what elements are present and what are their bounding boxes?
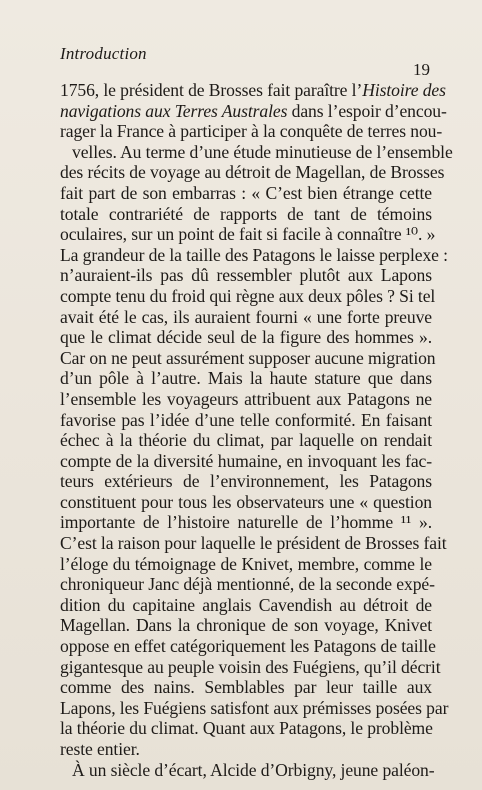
text-line: Lapons, les Fuégiens satisfont aux prémisses posées par	[60, 697, 449, 718]
text-line: fait part de son embarras : « C’est bien étrange cette	[60, 182, 432, 203]
running-head: Introduction	[60, 44, 147, 63]
page-number: 19	[413, 60, 430, 79]
text-line: que le climat décide seul de la figure des hommes ».	[60, 327, 432, 348]
text-line: la théorie du climat. Quant aux Patagons, le problème	[60, 718, 433, 739]
text-line: rager la France à participer à la conquête de terres nou-	[60, 121, 443, 142]
text-line: teurs extérieurs de l’environnement, les Patagons	[60, 471, 432, 492]
text-line: n’auraient-ils pas dû ressembler plutôt aux Lapons	[60, 265, 432, 286]
text-line: 1756, le président de Brosses fait paraître l’Histoire des	[60, 80, 446, 100]
text-line: d’un pôle à l’autre. Mais la haute stature que dans	[60, 368, 432, 389]
text-line: Magellan. Dans la chronique de son voyage, Knivet	[60, 615, 432, 636]
text-line: C’est la raison pour laquelle le président de Brosses fait	[60, 533, 447, 554]
text-line: l’éloge du témoignage de Knivet, membre, comme le	[60, 553, 432, 574]
text-line: importante de l’histoire naturelle de l’homme ¹¹ ».	[60, 512, 432, 533]
text-line: Car on ne peut assurément supposer aucune migration	[60, 347, 436, 368]
text-line: À un siècle d’écart, Alcide d’Orbigny, jeune paléon-	[72, 759, 435, 780]
text-line: favorise pas l’idée d’une telle conformité. En faisant	[60, 409, 432, 430]
text-line: dition du capitaine anglais Cavendish au détroit de	[60, 594, 432, 615]
text-line: compte de la diversité humaine, en invoquant les fac-	[60, 450, 432, 471]
text-line: oppose en effet catégoriquement les Patagons de taille	[60, 636, 436, 657]
text-line: reste entier.	[60, 739, 140, 759]
text-line: comme des nains. Semblables par leur taille aux	[60, 677, 432, 698]
text-line: navigations aux Terres Australes dans l’espoir d’encou-	[60, 100, 447, 121]
text-line: totale contrariété de rapports de tant de témoins	[60, 203, 432, 224]
text-line: velles. Au terme d’une étude minutieuse de l’ensemble	[72, 141, 453, 162]
text-line: constituent pour tous les observateurs une « question	[60, 491, 432, 512]
text-line: échec à la théorie du climat, par laquelle on rendait	[60, 430, 432, 451]
text-line: gigantesque au peuple voisin des Fuégiens, qu’il décrit	[60, 656, 441, 677]
text-line: chroniqueur Janc déjà mentionné, de la seconde expé-	[60, 574, 435, 595]
text-line: des récits de voyage au détroit de Magellan, de Brosses	[60, 162, 445, 183]
text-line: La grandeur de la taille des Patagons le laisse perplexe :	[60, 244, 448, 265]
body-text	[60, 80, 453, 780]
text-line: compte tenu du froid qui règne aux deux pôles ? Si tel	[60, 285, 436, 306]
text-line: l’ensemble les voyageurs attribuent aux Patagons ne	[60, 388, 432, 409]
text-line: avait été le cas, ils auraient fourni « une forte preuve	[60, 306, 432, 327]
text-line: oculaires, sur un point de fait si facile à connaître ¹⁰. »	[60, 224, 436, 245]
